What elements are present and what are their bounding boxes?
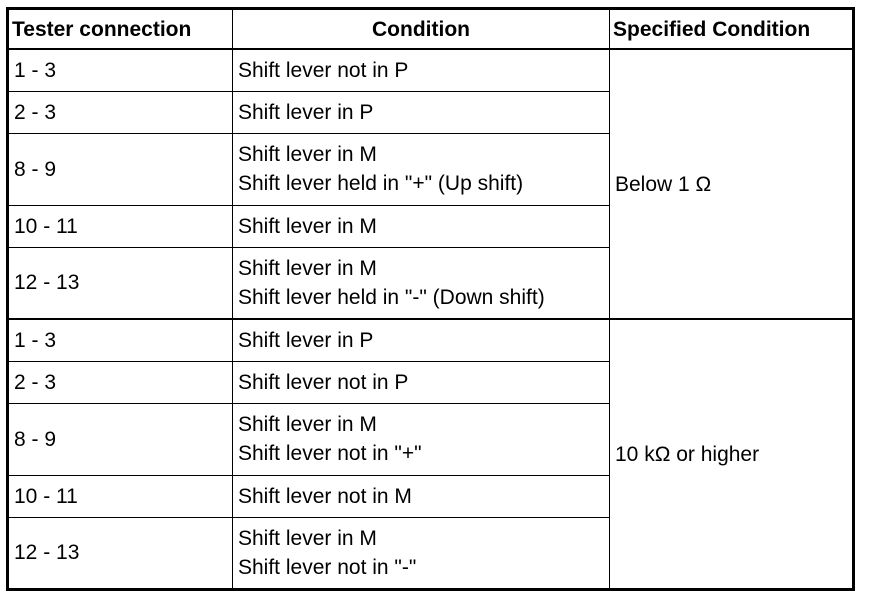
condition-cell <box>233 319 610 361</box>
condition-line: Shift lever in M <box>238 256 377 280</box>
condition-cell <box>233 403 610 475</box>
specified-condition-cell: 10 kΩ or higher <box>610 319 854 589</box>
condition-line: Shift lever not in P <box>238 58 409 82</box>
tester-connection-cell: 10 - 11 <box>8 475 233 517</box>
tester-connection-cell: 12 - 13 <box>8 517 233 589</box>
condition-line: Shift lever in M <box>238 143 377 167</box>
tester-connection-cell: 8 - 9 <box>8 133 233 205</box>
tester-connection-cell: 8 - 9 <box>8 403 233 475</box>
condition-line: Shift lever in M <box>238 214 377 238</box>
condition-cell <box>233 133 610 205</box>
condition-line: Shift lever in M <box>238 526 377 550</box>
condition-line: Shift lever held in "-" (Down shift) <box>238 285 545 309</box>
header-row <box>8 9 854 50</box>
tester-connection-cell: 12 - 13 <box>8 247 233 319</box>
table-body <box>8 49 854 590</box>
condition-line: Shift lever in P <box>238 100 374 124</box>
condition-line: Shift lever in P <box>238 328 374 352</box>
header-tester-connection: Tester connection <box>8 9 233 50</box>
condition-line: Shift lever in M <box>238 413 377 437</box>
condition-cell <box>233 91 610 133</box>
condition-line: Shift lever not in M <box>238 484 412 508</box>
tester-connection-cell: 2 - 3 <box>8 361 233 403</box>
condition-line: Shift lever not in "-" <box>238 555 417 579</box>
condition-cell <box>233 205 610 247</box>
tester-connection-cell: 1 - 3 <box>8 319 233 361</box>
tester-connection-cell: 1 - 3 <box>8 49 233 91</box>
tester-connection-cell: 2 - 3 <box>8 91 233 133</box>
condition-cell <box>233 517 610 589</box>
condition-line: Shift lever not in "+" <box>238 442 422 466</box>
table-row <box>8 319 854 361</box>
header-specified-condition: Specified Condition <box>610 9 854 50</box>
inspection-table <box>6 7 855 591</box>
specified-condition-cell: Below 1 Ω <box>610 49 854 319</box>
condition-line: Shift lever not in P <box>238 370 409 394</box>
condition-line: Shift lever held in "+" (Up shift) <box>238 172 524 196</box>
table-row <box>8 49 854 91</box>
condition-cell <box>233 475 610 517</box>
condition-cell <box>233 49 610 91</box>
tester-connection-cell: 10 - 11 <box>8 205 233 247</box>
condition-cell <box>233 361 610 403</box>
header-condition: Condition <box>233 9 610 50</box>
condition-cell <box>233 247 610 319</box>
